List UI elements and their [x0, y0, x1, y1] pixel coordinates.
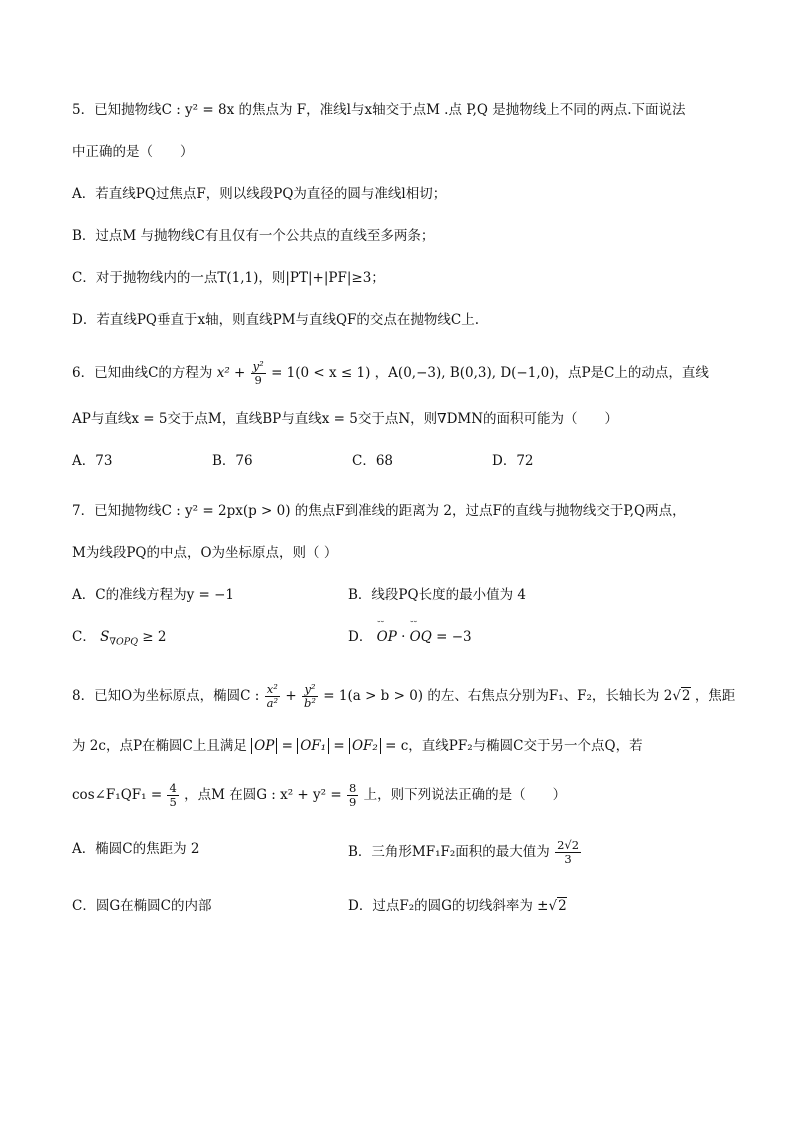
q8-frac-radius-den: 9	[348, 794, 357, 809]
q6-stem-post: ，A(0,−3), B(0,3), D(−1,0)，点P是C上的动点，直线	[374, 365, 709, 381]
q6-option-a: A．73	[72, 453, 113, 469]
q7-option-a: A．C的准线方程为y = −1	[72, 587, 234, 603]
q8-l1-post: = 1(a > b > 0) 的左、右焦点分别为F₁、F₂，长轴长为 2	[323, 687, 673, 704]
q6-option-b: B．76	[212, 453, 253, 469]
q7-option-c	[72, 627, 348, 653]
q7-option-d-rest: = −3	[436, 629, 472, 645]
q5-option-c: C．对于抛物线内的一点T(1,1)，则|PT|+|PF|≥3；	[72, 270, 385, 286]
q6-options	[72, 451, 732, 471]
q8-option-d-root: 2	[558, 897, 567, 914]
q8-frac-y-num: y²	[304, 681, 316, 696]
q7-vector-op: ˘˘ OP	[377, 627, 397, 647]
q8-l3-pre: cos∠F₁QF₁ =	[72, 786, 163, 803]
q8-abs-op: OP	[251, 738, 277, 754]
q8-l3-mid: ，点M 在圆G : x² + y² =	[184, 786, 342, 803]
q8-l1-pre: 8．已知O为坐标原点，椭圆C :	[72, 687, 260, 704]
q8-stem-line1: 8．已知O为坐标原点，椭圆C : $\frac{\text{x²}}{\text{a²}}$ + $\frac{\text{y²}}{\text{b²}}$ = 1(a > b > 0) 的左、右焦点分别为F₁、F₂，长轴长为 2√2 ，焦距	[72, 681, 736, 710]
q7-stem-line1: 7．已知抛物线C : y² = 2px(p > 0) 的焦点F到准线的距离为 2，过点F的直线与抛物线交于P,Q两点，	[72, 503, 686, 519]
q6-eq-suffix: = 1(0 < x ≤ 1)	[271, 365, 371, 381]
q8-frac-y-den: b²	[304, 695, 316, 710]
q6-stem-line1	[72, 360, 732, 387]
q7-stem-line2: M为线段PQ的中点，O为坐标原点，则（ ）	[72, 545, 338, 561]
q7-options-ab	[72, 585, 732, 605]
q8-option-b-num: 2√2	[557, 837, 580, 852]
q7-option-d	[348, 627, 472, 653]
q8-frac-cos	[167, 782, 178, 809]
q6-frac-den: 9	[254, 373, 262, 387]
q8-frac-radius	[347, 782, 358, 809]
q8-l1-root: 2	[681, 687, 691, 704]
q5-option-b: B．过点M 与抛物线C有且仅有一个公共点的直线至多两条；	[72, 228, 435, 244]
q8-option-d: D．过点F₂的圆G的切线斜率为 ±√2	[348, 897, 567, 914]
q8-options-ab	[72, 839, 732, 866]
q5-option-a: A．若直线PQ过焦点F，则以线段PQ为直径的圆与准线l相切；	[72, 186, 447, 202]
q6-option-c: C．68	[352, 453, 394, 469]
q6-eq-prefix: x² +	[216, 365, 246, 381]
q7-vector-oq: ˘˘ OQ	[410, 627, 432, 647]
q8-option-b	[348, 839, 582, 866]
q7-option-c-rest: ≥ 2	[142, 629, 167, 645]
q8-frac-cos-num: 4	[169, 780, 177, 795]
q8-option-c: C．圆G在椭圆C的内部	[72, 897, 212, 914]
q8-l3-post: 上，则下列说法正确的是（ ）	[363, 786, 567, 803]
q5-stem-line2: 中正确的是（ ）	[72, 144, 194, 160]
q8-frac-radius-num: 8	[348, 780, 357, 795]
q8-option-b-frac	[555, 839, 581, 866]
q6-option-d: D．72	[492, 453, 534, 469]
q5-option-d: D．若直线PQ垂直于x轴，则直线PM与直线QF的交点在抛物线C上.	[72, 312, 480, 328]
q8-option-a: A．椭圆C的焦距为 2	[72, 840, 200, 857]
q8-stem-line2: 为 2c，点P在椭圆C上且满足 OP = OF₁ = OF₂ = c，直线PF₂与椭圆C交于另一个点Q，若	[72, 737, 643, 754]
exam-page	[72, 100, 736, 916]
q7-dot-operator: ·	[401, 629, 406, 645]
q8-option-d-pre: D．过点F₂的圆G的切线斜率为 ±	[348, 897, 549, 914]
q8-l1-plus: +	[285, 687, 297, 704]
q6-frac-num: y²	[252, 359, 264, 373]
q8-l2-post: = c，直线PF₂与椭圆C交于另一个点Q，若	[385, 737, 643, 754]
q8-option-b-den: 3	[564, 851, 572, 866]
q7-option-d-label: D．	[348, 629, 373, 645]
q8-frac-cos-den: 5	[169, 794, 177, 809]
q8-abs-of2: OF₂	[349, 738, 381, 754]
q6-fraction	[251, 360, 266, 387]
q8-l1-end: ，焦距	[694, 687, 736, 704]
q8-option-b-pre: B．三角形MF₁F₂面积的最大值为	[348, 843, 550, 860]
q5-stem-line1: 5．已知抛物线C : y² = 8x 的焦点为 F，准线l与x轴交于点M .点 P,Q 是抛物线上不同的两点.下面说法	[72, 102, 686, 118]
q7-option-c-label: C．	[72, 629, 96, 645]
q7-option-c-sub: ∇OPQ	[109, 636, 138, 648]
q8-l2-pre: 为 2c，点P在椭圆C上且满足	[72, 737, 247, 754]
q8-frac-y	[302, 683, 318, 710]
q7-option-c-sym: S	[100, 629, 110, 645]
q6-stem-pre: 6．已知曲线C的方程为	[72, 365, 213, 381]
q7-option-b: B．线段PQ长度的最小值为 4	[348, 587, 526, 603]
q8-options-cd	[72, 896, 732, 916]
q7-options-cd	[72, 627, 732, 653]
q8-abs-of1: OF₁	[297, 738, 329, 754]
q8-frac-x	[265, 683, 280, 710]
q8-frac-x-den: a²	[266, 695, 279, 710]
q6-stem-line2: AP与直线x = 5交于点M，直线BP与直线x = 5交于点N，则∇DMN的面积可能为（ ）	[72, 411, 619, 427]
q8-frac-x-num: x²	[266, 681, 278, 696]
q8-stem-line3	[72, 782, 732, 809]
